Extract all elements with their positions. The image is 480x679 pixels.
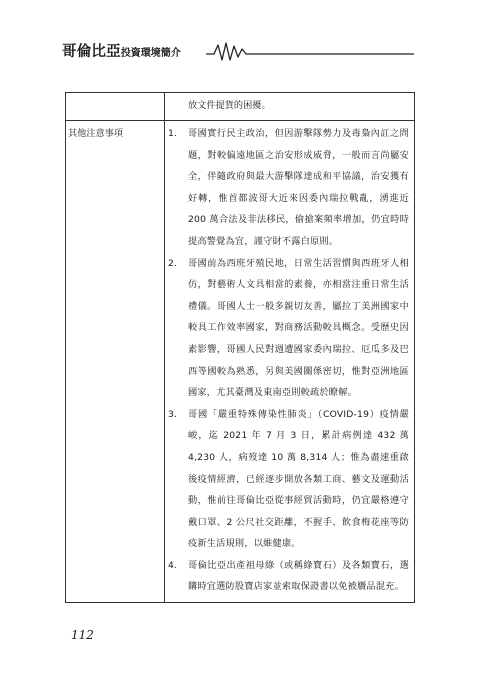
list-item: [168, 123, 409, 253]
item-text: 哥倫比亞出產祖母綠（或稱綠寶石）及各類寶石，選購時宜選防股寶店家並索取保證書以免被贗品混充。: [188, 559, 409, 593]
header-title-main: 哥倫比亞: [62, 44, 121, 60]
header-title: [62, 42, 181, 63]
page-number: 112: [71, 628, 94, 642]
table-row-continuation: [66, 93, 415, 121]
notes-list: [165, 121, 415, 603]
running-header: [62, 40, 414, 64]
row-label: 其他注意事項: [66, 121, 165, 603]
header-wave-line-icon: [206, 40, 414, 64]
list-item: [168, 555, 409, 598]
list-item: [168, 404, 409, 555]
item-number: 2.: [168, 257, 177, 269]
continuation-text: 放文件提貨的困擾。: [188, 100, 271, 111]
item-number: 4.: [168, 559, 177, 571]
item-number: 1.: [168, 128, 177, 139]
list-item: [168, 253, 409, 404]
table-cell-empty: [66, 93, 165, 121]
item-text: 哥國前為西班牙殖民地，日常生活習慣與西班牙人相仿，對藝術人文具相當的素養，亦相當注重日常生活禮儀。哥國人士一般多親切友善，屬拉丁美洲國家中較具工作效率國家，對商務活動較具概念。受歷史因素影響，哥國人民對週遭國家委內瑞拉、厄瓜多及巴西等國較為熟悉，另與美國關係密切，惟對亞洲地區國家，尤其臺灣及東南亞則較疏於瞭解。: [188, 257, 409, 399]
item-number: 3.: [168, 408, 177, 420]
item-text: 哥國「嚴重特殊傳染性肺炎」（COVID-19）疫情嚴峻，迄 2021 年 7 月 3 日，累計病例達 432 萬 4,230 人，病歿達 10 萬 8,314 人；惟為盡速重啟後疫情經濟，已經逐步開放各類工商、藝文及運動活動，惟前往哥倫比亞從事經貿活動時，仍宜嚴格遵守戴口罩、2 公尺社交距離，不握手、飲食梅花座等防疫新生活規則，以維健康。: [188, 408, 409, 550]
item-text: 哥國實行民主政治，但因游擊隊勢力及毒梟內訌之問題，對較偏遠地區之治安形成威脅，一般而言尚屬安全，伴隨政府與最大游擊隊達成和平協議，治安獲有好轉，惟首都波哥大近來因委內瑞拉戰亂，湧進近 200 萬合法及非法移民，偷搶案頻率增加，仍宜時時提高警覺為宜，謹守財不露白原則。: [188, 128, 409, 247]
table-row-notes: [66, 121, 415, 603]
info-table: [65, 92, 415, 603]
table-cell-continuation: [165, 93, 415, 121]
header-title-sub: 投資環境簡介: [120, 48, 181, 59]
